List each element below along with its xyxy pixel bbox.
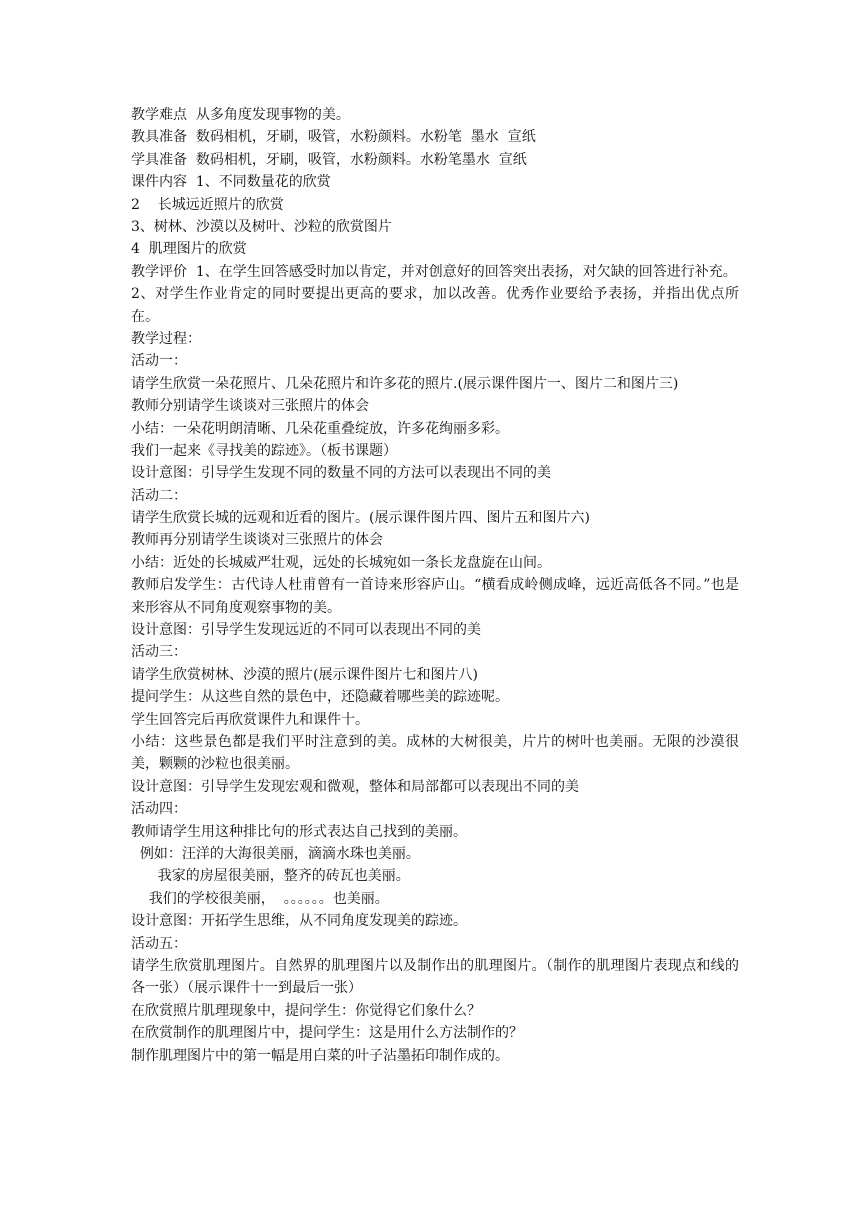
text-line: 教学难点 从多角度发现事物的美。 <box>131 107 350 123</box>
activity-heading: 活动四： <box>131 801 187 818</box>
text-line: 教师再分别请学生谈谈对三张照片的体会 <box>131 532 383 549</box>
text-line: 3、树林、沙漠以及树叶、沙粒的欣赏图片 <box>131 218 392 235</box>
example-line: 我们的学校很美丽， 。。。。。。也美丽。 <box>131 890 389 907</box>
text-line: 在欣赏制作的肌理图片中，提问学生：这是用什么方法制作的？ <box>131 1025 523 1042</box>
document-body <box>131 104 739 1067</box>
activity-heading: 活动三： <box>131 644 187 661</box>
text-line: 教师分别请学生谈谈对三张照片的体会 <box>131 398 369 415</box>
text-paragraph: 教学评价 1、在学生回答感受时加以肯定，并对创意好的回答突出表扬，对欠缺的回答进行补充。 <box>131 263 737 280</box>
text-line: 2 长城远近照片的欣赏 <box>131 196 284 213</box>
text-line: 请学生欣赏长城的远观和近看的图片。(展示课件图片四、图片五和图片六) <box>131 510 590 527</box>
section-heading: 教学过程： <box>131 330 201 347</box>
text-line: 教师请学生用这种排比句的形式表达自己找到的美丽。 <box>131 823 467 840</box>
text-line: 请学生欣赏树林、沙漠的照片(展示课件图片七和图片八) <box>131 666 478 683</box>
text-line: 请学生欣赏一朵花照片、几朵花照片和许多花的照片.(展示课件图片一、图片二和图片三) <box>131 375 679 392</box>
text-line: 教具准备 数码相机，牙刷，吸管，水粉颜料。水粉笔 墨水 宣纸 <box>131 129 536 146</box>
text-paragraph: 请学生欣赏肌理图片。自然界的肌理图片以及制作出的肌理图片。（制作的肌理图片表现点和线的各一张）（展示课件十一到最后一张） <box>131 957 739 997</box>
text-line: 课件内容 1、不同数量花的欣赏 <box>131 174 331 191</box>
text-line: 设计意图：引导学生发现远近的不同可以表现出不同的美 <box>131 622 481 639</box>
text-line: 我们一起来《寻找美的踪迹》。（板书课题） <box>131 442 397 459</box>
text-line: 小结：近处的长城威严壮观，远处的长城宛如一条长龙盘旋在山间。 <box>131 554 551 571</box>
text-line: 学生回答完后再欣赏课件九和课件十。 <box>131 711 369 728</box>
text-line: 制作肌理图片中的第一幅是用白菜的叶子沾墨拓印制作成的。 <box>131 1047 509 1064</box>
text-line: 学具准备 数码相机，牙刷，吸管，水粉颜料。水粉笔墨水 宣纸 <box>131 151 527 168</box>
example-line: 例如：汪洋的大海很美丽，滴滴水珠也美丽。 <box>131 846 420 862</box>
example-line: 我家的房屋很美丽，整齐的砖瓦也美丽。 <box>131 868 410 885</box>
text-line: 设计意图：引导学生发现不同的数量不同的方法可以表现出不同的美 <box>131 465 551 482</box>
text-paragraph: 小结：这些景色都是我们平时注意到的美。成林的大树很美，片片的树叶也美丽。无限的沙漠很美，颗颗的沙粒也很美丽。 <box>131 734 739 773</box>
text-line: 设计意图：开拓学生思维，从不同角度发现美的踪迹。 <box>131 913 467 930</box>
text-line: 设计意图：引导学生发现宏观和微观，整体和局部都可以表现出不同的美 <box>131 778 579 795</box>
text-line: 小结：一朵花明朗清晰、几朵花重叠绽放，许多花绚丽多彩。 <box>131 420 509 437</box>
text-line: 提问学生：从这些自然的景色中，还隐藏着哪些美的踪迹呢。 <box>131 689 509 706</box>
activity-heading: 活动五： <box>131 935 187 952</box>
text-line: 在欣赏照片肌理现象中，提问学生：你觉得它们象什么？ <box>131 1002 481 1019</box>
text-paragraph: 2、对学生作业肯定的同时要提出更高的要求，加以改善。优秀作业要给予表扬，并指出优点所在。 <box>131 286 739 325</box>
activity-heading: 活动二： <box>131 487 187 504</box>
activity-heading: 活动一： <box>131 353 187 370</box>
text-paragraph: 教师启发学生：古代诗人杜甫曾有一首诗来形容庐山。“横看成岭侧成峰，远近高低各不同。”也是来形容从不同角度观察事物的美。 <box>131 577 739 616</box>
text-line: 4 肌理图片的欣赏 <box>131 241 247 258</box>
